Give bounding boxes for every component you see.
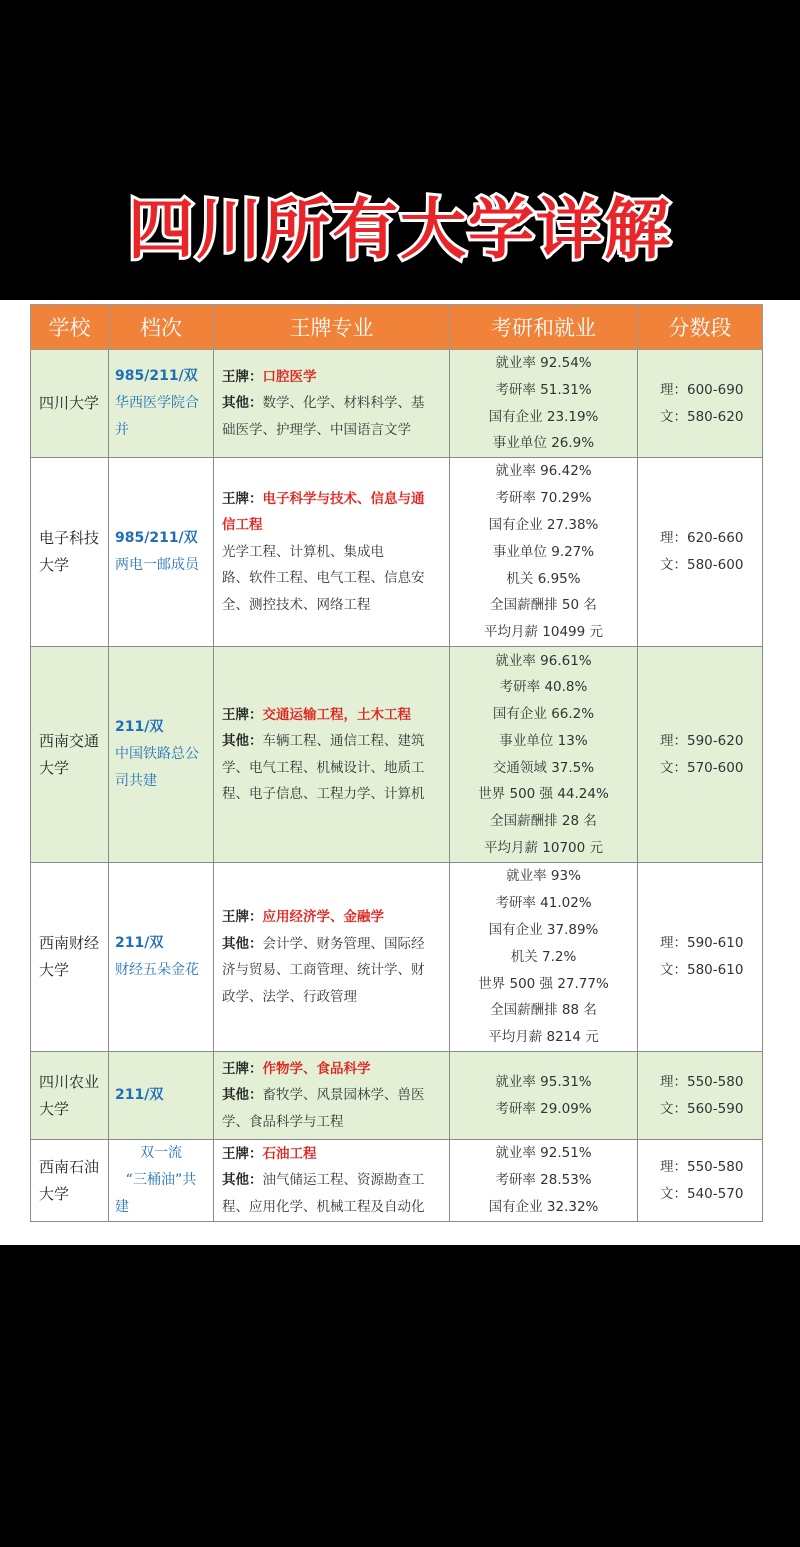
score-cell [638,863,763,1052]
table-row [31,1140,763,1222]
score-cell [638,350,763,458]
table-row [31,863,763,1052]
other-majors: 程、应用化学、机械工程及自动化 [222,1198,425,1215]
other-majors: 学、食品科学与工程 [222,1113,344,1130]
level-note: “三桶油”共 [125,1172,197,1189]
table-row [31,1052,763,1140]
level-note: 建 [115,1199,129,1216]
ace-label: 王牌： [222,909,263,926]
level-note: 华西医学院合 [115,395,199,412]
school-cell [31,350,109,458]
header-level: 档次 [109,305,214,350]
header-jobs: 考研和就业 [450,305,638,350]
school-name: 大学 [39,758,70,777]
score-science: 理：620-660 [660,530,744,547]
school-name: 大学 [39,556,70,575]
major-cell [214,458,450,647]
score-science: 理：590-620 [660,732,744,749]
table-row [31,350,763,458]
level-cell [109,863,214,1052]
other-majors: 全、测控技术、网络工程 [222,596,371,613]
jobs-stat: 平均月薪 10700 元 [483,840,604,857]
table-row [31,647,763,863]
score-cell [638,1052,763,1140]
score-arts: 文：540-570 [660,1185,744,1202]
level-tag: 211/双 [115,719,164,736]
school-name: 西南财经 [39,934,100,953]
jobs-stat: 事业单位 9.27% [492,543,595,560]
score-arts: 文：570-600 [660,759,744,776]
jobs-stat: 国有企业 23.19% [488,408,599,425]
jobs-cell [450,863,638,1052]
other-majors: 学、电气工程、机械设计、地质工 [222,759,425,776]
other-majors: 政学、法学、行政管理 [222,988,357,1005]
level-tag: 985/211/双 [115,368,198,385]
other-majors: 路、软件工程、电气工程、信息安 [222,570,425,587]
school-name: 大学 [39,1099,70,1118]
level-cell [109,1052,214,1140]
header-school: 学校 [31,305,109,350]
school-name: 四川农业 [39,1072,100,1091]
jobs-stat: 就业率 93% [506,868,581,885]
other-majors: 数学、化学、材料科学、基 [262,395,425,412]
jobs-stat: 考研率 70.29% [495,490,592,507]
jobs-cell [450,458,638,647]
other-label: 其他： [222,935,263,952]
jobs-stat: 机关 6.95% [506,570,581,587]
school-cell [31,647,109,863]
score-science: 理：600-690 [660,381,744,398]
ace-label: 王牌： [222,368,263,385]
level-cell [109,1140,214,1222]
jobs-cell [450,350,638,458]
school-name: 大学 [39,961,70,980]
level-cell [109,350,214,458]
other-majors: 础医学、护理学、中国语言文学 [222,421,411,438]
other-majors: 济与贸易、工商管理、统计学、财 [222,962,425,979]
jobs-stat: 事业单位 26.9% [492,435,595,452]
jobs-stat: 国有企业 27.38% [488,516,599,533]
table-row [31,458,763,647]
jobs-stat: 平均月薪 10499 元 [483,624,604,641]
score-science: 理：550-580 [660,1158,744,1175]
jobs-stat: 就业率 92.54% [495,355,592,371]
jobs-stat: 平均月薪 8214 元 [488,1029,599,1046]
jobs-stat: 世界 500 强 44.24% [478,786,609,803]
level-note: 双一流 [140,1145,182,1162]
ace-major: 电子科学与技术、信息与通 [262,490,425,507]
level-tag: 985/211/双 [115,530,198,547]
level-cell [109,647,214,863]
jobs-stat: 就业率 95.31% [495,1073,592,1090]
ace-major: 口腔医学 [262,368,317,385]
level-note: 并 [115,422,129,439]
school-name: 大学 [39,1184,70,1203]
ace-label: 王牌： [222,1145,263,1162]
jobs-stat: 考研率 40.8% [499,679,588,696]
ace-major: 应用经济学、金融学 [262,909,384,926]
jobs-stat: 国有企业 32.32% [488,1199,599,1216]
level-cell [109,458,214,647]
table-header-row [31,305,763,350]
university-table [30,304,763,1222]
score-arts: 文：580-610 [660,962,744,979]
school-cell [31,1140,109,1222]
ace-label: 王牌： [222,1060,263,1077]
other-majors: 车辆工程、通信工程、建筑 [262,733,425,750]
ace-major: 作物学、食品科学 [262,1060,371,1077]
jobs-stat: 就业率 92.51% [495,1145,592,1162]
major-cell [214,350,450,458]
ace-label: 王牌： [222,706,263,723]
header-major: 王牌专业 [214,305,450,350]
score-science: 理：550-580 [660,1073,744,1090]
other-majors: 畜牧学、风景园林学、兽医 [262,1087,425,1104]
jobs-stat: 就业率 96.61% [495,652,592,669]
header-score: 分数段 [638,305,763,350]
school-name: 西南石油 [39,1157,100,1176]
other-majors: 程、电子信息、工程力学、计算机 [222,786,425,803]
school-name: 西南交通 [39,731,100,750]
major-cell [214,1140,450,1222]
other-majors: 油气储运工程、资源勘查工 [262,1172,425,1189]
jobs-stat: 就业率 96.42% [495,463,592,480]
ace-major: 石油工程 [262,1145,317,1162]
jobs-stat: 全国薪酬排 88 名 [490,1002,597,1019]
jobs-stat: 事业单位 13% [499,732,588,749]
table-sheet [0,300,800,1245]
score-cell [638,647,763,863]
other-label: 其他： [222,1087,263,1104]
major-cell [214,647,450,863]
score-cell [638,1140,763,1222]
jobs-stat: 考研率 51.31% [495,381,592,398]
jobs-stat: 交通领域 37.5% [492,759,595,776]
school-name: 四川大学 [39,394,100,413]
school-cell [31,863,109,1052]
jobs-stat: 考研率 29.09% [495,1100,592,1117]
major-cell [214,863,450,1052]
score-arts: 文：580-620 [660,408,744,425]
jobs-cell [450,1052,638,1140]
level-tag: 211/双 [115,1087,164,1104]
other-majors: 光学工程、计算机、集成电 [222,543,384,560]
other-majors: 会计学、财务管理、国际经 [262,935,425,952]
jobs-stat: 机关 7.2% [510,948,577,965]
major-cell [214,1052,450,1140]
jobs-stat: 考研率 28.53% [495,1172,592,1189]
jobs-stat: 国有企业 37.89% [488,921,599,938]
ace-major: 交通运输工程，土木工程 [262,706,411,723]
other-label: 其他： [222,733,263,750]
score-cell [638,458,763,647]
level-note: 两电一邮成员 [115,557,199,574]
score-science: 理：590-610 [660,935,744,952]
score-arts: 文：580-600 [660,557,744,574]
jobs-stat: 全国薪酬排 28 名 [490,813,597,830]
title-band [0,0,800,300]
page-title: 四川所有大学详解 [128,191,672,268]
jobs-stat: 考研率 41.02% [495,895,592,912]
school-name: 电子科技 [39,529,100,548]
ace-major: 信工程 [222,517,263,534]
level-tag: 211/双 [115,935,164,952]
school-cell [31,1052,109,1140]
score-arts: 文：560-590 [660,1100,744,1117]
jobs-stat: 国有企业 66.2% [492,706,595,723]
other-label: 其他： [222,1172,263,1189]
other-label: 其他： [222,395,263,412]
jobs-cell [450,1140,638,1222]
jobs-stat: 世界 500 强 27.77% [478,975,609,992]
ace-label: 王牌： [222,490,263,507]
jobs-stat: 全国薪酬排 50 名 [490,597,597,614]
level-note: 司共建 [115,773,157,790]
level-note: 中国铁路总公 [115,746,199,763]
jobs-cell [450,647,638,863]
school-cell [31,458,109,647]
level-note: 财经五朵金花 [115,962,199,979]
